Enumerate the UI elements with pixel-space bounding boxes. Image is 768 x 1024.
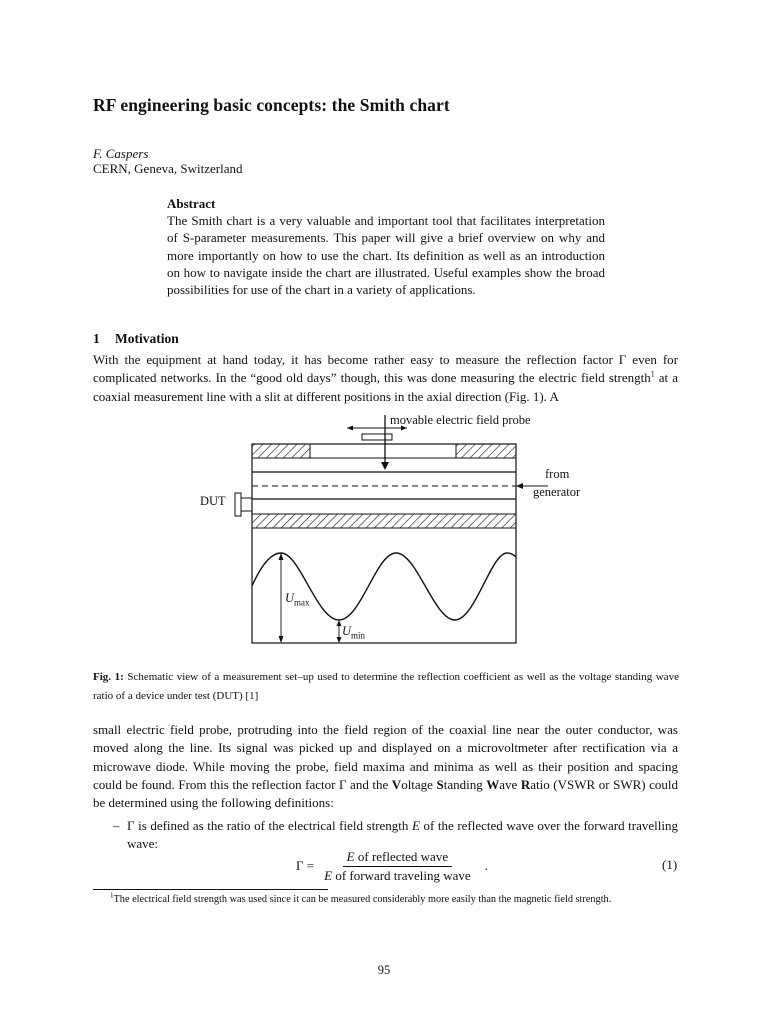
bullet-dash: – bbox=[113, 818, 120, 833]
section-heading bbox=[93, 331, 179, 347]
equation-number: (1) bbox=[662, 857, 678, 872]
author-name: F. Caspers bbox=[93, 146, 149, 161]
dut-label: DUT bbox=[200, 494, 226, 508]
footnote-number: 1 bbox=[110, 891, 114, 900]
caption-label: Fig. 1: bbox=[93, 671, 124, 683]
section-number: 1 bbox=[93, 331, 100, 346]
footnote-mark[interactable]: 1 bbox=[650, 369, 655, 379]
from-label: from bbox=[545, 467, 570, 481]
probe-label: movable electric field probe bbox=[390, 413, 531, 427]
probe-carriage bbox=[362, 434, 392, 440]
paragraph-motivation bbox=[93, 351, 678, 406]
outer-conductor-bottom bbox=[252, 514, 516, 528]
paragraph-text: With the equipment at hand today, it has become rather easy to measure the reflection factor Γ even for complicated networks. In the “good old days” though, this was done measuring the electric field strength bbox=[93, 352, 678, 386]
paper-title: RF engineering basic concepts: the Smith chart bbox=[93, 95, 450, 115]
definition-bullet bbox=[113, 817, 678, 852]
equation-fraction bbox=[320, 849, 475, 884]
equation-reflection-factor bbox=[296, 849, 488, 883]
footnote-rule bbox=[93, 889, 328, 890]
abstract-heading: Abstract bbox=[167, 196, 216, 211]
umin-label: $U_{min}$ bbox=[342, 624, 366, 641]
probe-arrow-head bbox=[381, 462, 389, 470]
equation-lhs: Γ = bbox=[296, 858, 315, 873]
outer-conductor-top-right bbox=[456, 444, 516, 458]
figure-measurement-setup bbox=[195, 410, 595, 665]
section-title: Motivation bbox=[115, 331, 179, 346]
bullet-text: Γ is defined as the ratio of the electrical field strength E of the reflected wave over the forward travelling wave: bbox=[127, 818, 678, 851]
equation-period: . bbox=[484, 858, 488, 873]
paragraph-text: at a coaxial measurement line with a slit at different positions in the axial direction (Fig. 1). A bbox=[93, 370, 678, 404]
equation-denominator: E of forward traveling wave bbox=[324, 867, 471, 883]
dut-box bbox=[235, 493, 241, 516]
author-affiliation: CERN, Geneva, Switzerland bbox=[93, 161, 243, 176]
outer-conductor-top-left bbox=[252, 444, 310, 458]
page-number: 95 bbox=[377, 963, 391, 977]
abstract-text: The Smith chart is a very valuable and important tool that facilitates interpretation of S-parameter measurements. This paper will give a brief overview on why and more importantly on how to use the chart. Its definition as well as an introduction on how to navigate inside the chart are illustrated. Useful examples show the broad possibilities for use of the chart in a variety of applications. bbox=[167, 213, 605, 298]
equation-numerator: E of reflected wave bbox=[343, 849, 452, 867]
umax-label: $U_{max}$ bbox=[285, 591, 310, 608]
standing-wave-curve bbox=[252, 553, 516, 620]
paragraph-probe: small electric field probe, protruding into the field region of the coaxial line near the outer conductor, was moved along the line. Its signal was picked up and displayed on a microvoltmeter after rectification via a microwave diode. While moving the probe, field maxima and minima as well as their position and spacing could be found. From this the reflection factor Γ and the Voltage Standing Wave Ratio (VSWR or SWR) could be determined using the following definitions: bbox=[93, 722, 679, 811]
abstract bbox=[167, 195, 605, 298]
footnote-text: The electrical field strength was used since it can be measured considerably more easily than the magnetic field strength. bbox=[113, 894, 612, 905]
measurement-setup-diagram bbox=[195, 410, 595, 665]
footnote bbox=[110, 893, 680, 907]
caption-text: Schematic view of a measurement set–up used to determine the reflection coefficient as well as the voltage standing wave ratio of a device under test (DUT) [1] bbox=[93, 671, 679, 702]
figure-caption bbox=[93, 668, 679, 706]
figure-frame bbox=[252, 444, 516, 643]
generator-label: generator bbox=[533, 485, 581, 499]
